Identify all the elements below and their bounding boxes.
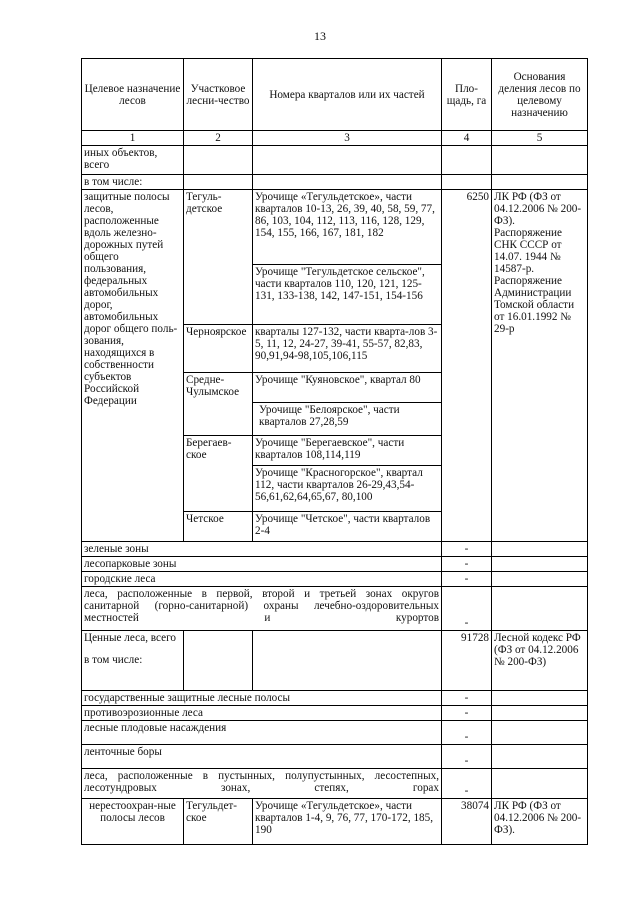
- row-urban: городские леса: [82, 572, 442, 587]
- area-anti-erosion: -: [442, 706, 492, 721]
- row-spawning: нерестоохран-ные полосы лесов: [82, 799, 184, 845]
- area-desert: -: [442, 769, 492, 799]
- row-desert: леса, расположенные в пустынных, полупустынных, лесостепных, лесотундровых зонах, степях, горах: [82, 769, 442, 799]
- quarters-chernoyar: кварталы 127-132, части кварта-лов 3-5, 11, 12, 24-27, 39-41, 55-57, 82,83, 90,91,94-98,105,106,115: [253, 325, 442, 373]
- basis-spawning: ЛК РФ (ФЗ от 04.12.2006 № 200-ФЗ).: [492, 799, 588, 845]
- row-state-strips: государственные защитные лесные полосы: [82, 691, 442, 706]
- quarters-spawning: Урочище «Тегульдетское», части кварталов 1-4, 9, 76, 77, 170-172, 185, 190: [253, 799, 442, 845]
- quarters-sredne-2: Урочище "Белоярское", части кварталов 27,28,59: [253, 403, 442, 436]
- col-number-4: 4: [442, 131, 492, 146]
- area-green-zones: -: [442, 542, 492, 557]
- forestry-chet: Четское: [184, 512, 253, 542]
- page-number: 13: [314, 29, 326, 43]
- area-state-strips: -: [442, 691, 492, 706]
- row-ribbon: ленточные боры: [82, 745, 442, 769]
- quarters-beregaev-1: Урочище "Берегаевское", части кварталов 108,114,119: [253, 436, 442, 466]
- quarters-chet: Урочище "Четское", части кварталов 2-4: [253, 512, 442, 542]
- forest-purpose-table: [81, 58, 588, 845]
- header-forestry: Участковое лесни-чество: [184, 59, 253, 131]
- basis-valuable: Лесной кодекс РФ (ФЗ от 04.12.2006 № 200-ФЗ): [492, 631, 588, 691]
- area-spawning: 38074: [442, 799, 492, 845]
- forestry-beregaev: Берегаев-ское: [184, 436, 253, 512]
- area-urban: -: [442, 572, 492, 587]
- row-fruit: лесные плодовые насаждения: [82, 721, 442, 745]
- row-protective-strips: защитные полосы лесов, расположенные вдоль железно-дорожных путей общего пользования, федеральных автомобильных дорог, автомобильных дорог общего поль-зования, находящихся в собственности субъектов Российской Федерации: [82, 190, 184, 542]
- area-ribbon: -: [442, 745, 492, 769]
- header-purpose: Целевое назначение лесов: [82, 59, 184, 131]
- valuable-including: в том числе:: [84, 654, 143, 666]
- col-number-5: 5: [492, 131, 588, 146]
- area-forest-park: -: [442, 557, 492, 572]
- valuable-title: Ценные леса, всего: [84, 632, 176, 644]
- area-sanitary: -: [442, 587, 492, 631]
- quarters-tegul-2: Урочище "Тегульдетское сельское", части кварталов 110, 120, 121, 125-131, 133-138, 142, 147-151, 154-156: [253, 265, 442, 325]
- forestry-spawning: Тегульдет-ское: [184, 799, 253, 845]
- header-basis: Основания деления лесов по целевому назначению: [492, 59, 588, 131]
- header-area: Пло-щадь, га: [442, 59, 492, 131]
- header-quarters: Номера кварталов или их частей: [253, 59, 442, 131]
- row-forest-park: лесопарковые зоны: [82, 557, 442, 572]
- row-green-zones: зеленые зоны: [82, 542, 442, 557]
- forestry-sredne: Средне-Чулымское: [184, 373, 253, 436]
- area-valuable: 91728: [442, 631, 492, 691]
- row-including-1: в том числе:: [82, 175, 184, 190]
- col-number-3: 3: [253, 131, 442, 146]
- col-number-2: 2: [184, 131, 253, 146]
- row-anti-erosion: противоэрозионные леса: [82, 706, 442, 721]
- area-protective-strips: 6250: [442, 190, 492, 542]
- row-valuable: [82, 631, 184, 691]
- row-other-objects: иных объектов, всего: [82, 146, 184, 175]
- row-sanitary: леса, расположенные в первой, второй и третьей зонах округов санитарной (горно-санитарной) охраны лечебно-оздоровительных местностей и курортов: [82, 587, 442, 631]
- forestry-tegul: Тегуль-детское: [184, 190, 253, 325]
- quarters-tegul-1: Урочище «Тегульдетское», части кварталов 10-13, 26, 39, 40, 58, 59, 77, 86, 103, 104, 112, 113, 116, 128, 129, 154, 155, 166, 167, 181, 182: [253, 190, 442, 265]
- area-fruit: -: [442, 721, 492, 745]
- col-number-1: 1: [82, 131, 184, 146]
- quarters-beregaev-2: Урочище "Красногорское", квартал 112, части кварталов 26-29,43,54-56,61,62,64,65,67, 80,100: [253, 466, 442, 512]
- forestry-chernoyar: Черноярское: [184, 325, 253, 373]
- quarters-sredne-1: Урочище "Куяновское", квартал 80: [253, 373, 442, 403]
- basis-protective-strips: ЛК РФ (ФЗ от 04.12.2006 № 200-ФЗ). Распоряжение СНК СССР от 14.07. 1944 № 14587-р. Распоряжение Администрации Томской области от 16.01.1992 № 29-р: [492, 190, 588, 542]
